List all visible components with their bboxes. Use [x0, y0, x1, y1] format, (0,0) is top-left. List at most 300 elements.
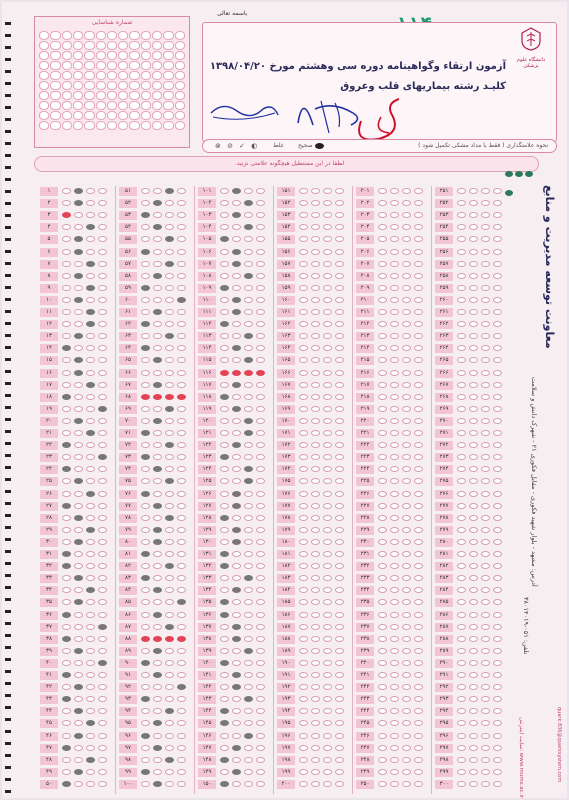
answer-bubble[interactable]: [232, 733, 241, 739]
answer-bubble[interactable]: [323, 551, 332, 557]
answer-bubble[interactable]: [323, 612, 332, 618]
answer-bubble[interactable]: [335, 297, 344, 303]
answer-bubble[interactable]: [402, 672, 411, 678]
answer-bubble[interactable]: [177, 188, 186, 194]
answer-bubble[interactable]: [378, 551, 387, 557]
answer-bubble[interactable]: [299, 599, 308, 605]
answer-bubble[interactable]: [378, 200, 387, 206]
answer-bubble[interactable]: [414, 648, 423, 654]
answer-bubble[interactable]: [74, 503, 83, 509]
answer-bubble[interactable]: [335, 769, 344, 775]
answer-bubble[interactable]: [311, 587, 320, 593]
id-bubble[interactable]: [96, 111, 106, 120]
answer-bubble[interactable]: [98, 539, 107, 545]
id-bubble[interactable]: [62, 51, 72, 60]
answer-bubble[interactable]: [256, 491, 265, 497]
id-bubble[interactable]: [141, 101, 151, 110]
answer-bubble[interactable]: [469, 200, 478, 206]
answer-bubble[interactable]: [323, 466, 332, 472]
answer-bubble[interactable]: [469, 357, 478, 363]
answer-bubble[interactable]: [493, 672, 502, 678]
answer-bubble[interactable]: [414, 720, 423, 726]
answer-bubble[interactable]: [390, 188, 399, 194]
answer-bubble[interactable]: [165, 563, 174, 569]
answer-bubble[interactable]: [220, 454, 229, 460]
answer-bubble[interactable]: [378, 212, 387, 218]
answer-bubble[interactable]: [165, 575, 174, 581]
answer-bubble[interactable]: [74, 515, 83, 521]
answer-bubble[interactable]: [232, 563, 241, 569]
id-bubble[interactable]: [50, 81, 60, 90]
answer-bubble[interactable]: [244, 587, 253, 593]
answer-bubble[interactable]: [244, 624, 253, 630]
answer-bubble[interactable]: [481, 733, 490, 739]
answer-bubble[interactable]: [402, 466, 411, 472]
answer-bubble[interactable]: [153, 575, 162, 581]
answer-bubble[interactable]: [481, 345, 490, 351]
answer-bubble[interactable]: [414, 188, 423, 194]
id-bubble[interactable]: [96, 41, 106, 50]
answer-bubble[interactable]: [165, 309, 174, 315]
answer-bubble[interactable]: [153, 503, 162, 509]
answer-bubble[interactable]: [256, 333, 265, 339]
answer-bubble[interactable]: [299, 503, 308, 509]
answer-bubble[interactable]: [177, 382, 186, 388]
answer-bubble[interactable]: [335, 539, 344, 545]
answer-bubble[interactable]: [98, 503, 107, 509]
id-bubble[interactable]: [107, 31, 117, 40]
answer-bubble[interactable]: [165, 406, 174, 412]
id-bubble[interactable]: [107, 81, 117, 90]
answer-bubble[interactable]: [220, 297, 229, 303]
answer-bubble[interactable]: [256, 539, 265, 545]
answer-bubble[interactable]: [414, 733, 423, 739]
answer-bubble[interactable]: [481, 587, 490, 593]
answer-bubble[interactable]: [402, 236, 411, 242]
answer-bubble[interactable]: [414, 212, 423, 218]
answer-bubble[interactable]: [493, 720, 502, 726]
answer-bubble[interactable]: [469, 212, 478, 218]
answer-bubble[interactable]: [481, 575, 490, 581]
answer-bubble[interactable]: [86, 551, 95, 557]
answer-bubble[interactable]: [86, 781, 95, 787]
id-bubble[interactable]: [152, 71, 162, 80]
answer-bubble[interactable]: [481, 503, 490, 509]
answer-bubble[interactable]: [74, 636, 83, 642]
answer-bubble[interactable]: [469, 503, 478, 509]
answer-bubble[interactable]: [299, 515, 308, 521]
answer-bubble[interactable]: [335, 672, 344, 678]
id-bubble[interactable]: [163, 61, 173, 70]
answer-bubble[interactable]: [98, 563, 107, 569]
answer-bubble[interactable]: [299, 249, 308, 255]
answer-bubble[interactable]: [153, 273, 162, 279]
answer-bubble[interactable]: [165, 430, 174, 436]
answer-bubble[interactable]: [311, 515, 320, 521]
answer-bubble[interactable]: [323, 660, 332, 666]
answer-bubble[interactable]: [390, 503, 399, 509]
answer-bubble[interactable]: [335, 720, 344, 726]
answer-bubble[interactable]: [141, 624, 150, 630]
answer-bubble[interactable]: [153, 612, 162, 618]
answer-bubble[interactable]: [493, 684, 502, 690]
answer-bubble[interactable]: [414, 612, 423, 618]
answer-bubble[interactable]: [74, 370, 83, 376]
answer-bubble[interactable]: [220, 478, 229, 484]
answer-bubble[interactable]: [414, 406, 423, 412]
answer-bubble[interactable]: [256, 575, 265, 581]
answer-bubble[interactable]: [323, 745, 332, 751]
answer-bubble[interactable]: [256, 648, 265, 654]
answer-bubble[interactable]: [141, 491, 150, 497]
answer-bubble[interactable]: [311, 708, 320, 714]
answer-bubble[interactable]: [469, 672, 478, 678]
answer-bubble[interactable]: [493, 551, 502, 557]
answer-bubble[interactable]: [390, 563, 399, 569]
answer-bubble[interactable]: [141, 236, 150, 242]
answer-bubble[interactable]: [390, 394, 399, 400]
answer-bubble[interactable]: [493, 273, 502, 279]
answer-bubble[interactable]: [232, 696, 241, 702]
answer-bubble[interactable]: [177, 224, 186, 230]
answer-bubble[interactable]: [165, 708, 174, 714]
answer-bubble[interactable]: [402, 708, 411, 714]
answer-bubble[interactable]: [414, 309, 423, 315]
answer-bubble[interactable]: [481, 261, 490, 267]
answer-bubble[interactable]: [177, 503, 186, 509]
answer-bubble[interactable]: [232, 781, 241, 787]
answer-bubble[interactable]: [299, 273, 308, 279]
answer-bubble[interactable]: [457, 382, 466, 388]
answer-bubble[interactable]: [256, 249, 265, 255]
answer-bubble[interactable]: [244, 503, 253, 509]
answer-bubble[interactable]: [402, 539, 411, 545]
answer-bubble[interactable]: [256, 454, 265, 460]
answer-bubble[interactable]: [165, 733, 174, 739]
id-bubble[interactable]: [129, 71, 139, 80]
answer-bubble[interactable]: [493, 599, 502, 605]
answer-bubble[interactable]: [390, 466, 399, 472]
answer-bubble[interactable]: [256, 551, 265, 557]
id-bubble[interactable]: [107, 71, 117, 80]
answer-bubble[interactable]: [335, 200, 344, 206]
answer-bubble[interactable]: [153, 491, 162, 497]
answer-bubble[interactable]: [493, 309, 502, 315]
answer-bubble[interactable]: [232, 406, 241, 412]
answer-bubble[interactable]: [232, 551, 241, 557]
answer-bubble[interactable]: [153, 587, 162, 593]
answer-bubble[interactable]: [493, 648, 502, 654]
answer-bubble[interactable]: [378, 454, 387, 460]
answer-bubble[interactable]: [323, 599, 332, 605]
answer-bubble[interactable]: [390, 696, 399, 702]
id-bubble[interactable]: [107, 61, 117, 70]
answer-bubble[interactable]: [299, 563, 308, 569]
answer-bubble[interactable]: [177, 261, 186, 267]
answer-bubble[interactable]: [220, 309, 229, 315]
answer-bubble[interactable]: [220, 551, 229, 557]
answer-bubble[interactable]: [165, 515, 174, 521]
answer-bubble[interactable]: [390, 224, 399, 230]
answer-bubble[interactable]: [220, 442, 229, 448]
answer-bubble[interactable]: [457, 587, 466, 593]
answer-bubble[interactable]: [493, 406, 502, 412]
answer-bubble[interactable]: [311, 430, 320, 436]
answer-bubble[interactable]: [457, 672, 466, 678]
answer-bubble[interactable]: [86, 224, 95, 230]
answer-bubble[interactable]: [457, 188, 466, 194]
id-bubble[interactable]: [141, 71, 151, 80]
id-bubble[interactable]: [129, 61, 139, 70]
answer-bubble[interactable]: [74, 696, 83, 702]
answer-bubble[interactable]: [244, 757, 253, 763]
id-bubble[interactable]: [129, 31, 139, 40]
answer-bubble[interactable]: [414, 575, 423, 581]
answer-bubble[interactable]: [86, 660, 95, 666]
answer-bubble[interactable]: [311, 273, 320, 279]
answer-bubble[interactable]: [220, 684, 229, 690]
answer-bubble[interactable]: [98, 745, 107, 751]
answer-bubble[interactable]: [98, 236, 107, 242]
answer-bubble[interactable]: [457, 720, 466, 726]
answer-bubble[interactable]: [299, 200, 308, 206]
answer-bubble[interactable]: [98, 612, 107, 618]
answer-bubble[interactable]: [299, 224, 308, 230]
answer-bubble[interactable]: [402, 587, 411, 593]
answer-bubble[interactable]: [378, 418, 387, 424]
answer-bubble[interactable]: [414, 599, 423, 605]
answer-bubble[interactable]: [165, 636, 174, 642]
answer-bubble[interactable]: [74, 563, 83, 569]
id-bubble[interactable]: [39, 51, 49, 60]
answer-bubble[interactable]: [414, 527, 423, 533]
id-bubble[interactable]: [129, 101, 139, 110]
answer-bubble[interactable]: [256, 357, 265, 363]
answer-bubble[interactable]: [378, 769, 387, 775]
answer-bubble[interactable]: [457, 394, 466, 400]
answer-bubble[interactable]: [481, 200, 490, 206]
answer-bubble[interactable]: [141, 708, 150, 714]
answer-bubble[interactable]: [299, 527, 308, 533]
answer-bubble[interactable]: [469, 478, 478, 484]
answer-bubble[interactable]: [98, 297, 107, 303]
answer-bubble[interactable]: [256, 781, 265, 787]
answer-bubble[interactable]: [220, 418, 229, 424]
answer-bubble[interactable]: [402, 612, 411, 618]
answer-bubble[interactable]: [414, 624, 423, 630]
answer-bubble[interactable]: [469, 708, 478, 714]
id-bubble[interactable]: [84, 81, 94, 90]
answer-bubble[interactable]: [390, 781, 399, 787]
answer-bubble[interactable]: [299, 357, 308, 363]
answer-bubble[interactable]: [86, 491, 95, 497]
answer-bubble[interactable]: [220, 599, 229, 605]
answer-bubble[interactable]: [493, 624, 502, 630]
answer-bubble[interactable]: [177, 273, 186, 279]
answer-bubble[interactable]: [493, 708, 502, 714]
answer-bubble[interactable]: [177, 563, 186, 569]
answer-bubble[interactable]: [481, 212, 490, 218]
answer-bubble[interactable]: [481, 406, 490, 412]
answer-bubble[interactable]: [493, 430, 502, 436]
id-bubble[interactable]: [175, 71, 185, 80]
id-bubble[interactable]: [39, 31, 49, 40]
answer-bubble[interactable]: [311, 781, 320, 787]
answer-bubble[interactable]: [86, 236, 95, 242]
answer-bubble[interactable]: [232, 394, 241, 400]
answer-bubble[interactable]: [390, 370, 399, 376]
answer-bubble[interactable]: [402, 648, 411, 654]
answer-bubble[interactable]: [299, 696, 308, 702]
answer-bubble[interactable]: [299, 188, 308, 194]
answer-bubble[interactable]: [390, 648, 399, 654]
answer-bubble[interactable]: [244, 551, 253, 557]
answer-bubble[interactable]: [165, 587, 174, 593]
answer-bubble[interactable]: [177, 720, 186, 726]
answer-bubble[interactable]: [469, 636, 478, 642]
answer-bubble[interactable]: [86, 636, 95, 642]
answer-bubble[interactable]: [323, 672, 332, 678]
answer-bubble[interactable]: [153, 345, 162, 351]
answer-bubble[interactable]: [311, 599, 320, 605]
id-bubble[interactable]: [73, 31, 83, 40]
answer-bubble[interactable]: [62, 733, 71, 739]
id-bubble[interactable]: [84, 71, 94, 80]
answer-bubble[interactable]: [378, 612, 387, 618]
answer-bubble[interactable]: [244, 527, 253, 533]
answer-bubble[interactable]: [62, 757, 71, 763]
answer-bubble[interactable]: [141, 515, 150, 521]
answer-bubble[interactable]: [165, 503, 174, 509]
answer-bubble[interactable]: [457, 285, 466, 291]
answer-bubble[interactable]: [177, 539, 186, 545]
answer-bubble[interactable]: [256, 442, 265, 448]
answer-bubble[interactable]: [220, 733, 229, 739]
answer-bubble[interactable]: [378, 309, 387, 315]
answer-bubble[interactable]: [86, 769, 95, 775]
answer-bubble[interactable]: [469, 382, 478, 388]
answer-bubble[interactable]: [402, 599, 411, 605]
answer-bubble[interactable]: [232, 212, 241, 218]
answer-bubble[interactable]: [414, 587, 423, 593]
answer-bubble[interactable]: [311, 345, 320, 351]
answer-bubble[interactable]: [457, 745, 466, 751]
answer-bubble[interactable]: [469, 333, 478, 339]
answer-bubble[interactable]: [177, 599, 186, 605]
id-bubble[interactable]: [141, 51, 151, 60]
answer-bubble[interactable]: [493, 333, 502, 339]
id-bubble[interactable]: [163, 111, 173, 120]
answer-bubble[interactable]: [62, 503, 71, 509]
answer-bubble[interactable]: [153, 648, 162, 654]
answer-bubble[interactable]: [141, 442, 150, 448]
answer-bubble[interactable]: [457, 636, 466, 642]
answer-bubble[interactable]: [153, 757, 162, 763]
answer-bubble[interactable]: [220, 612, 229, 618]
answer-bubble[interactable]: [335, 188, 344, 194]
answer-bubble[interactable]: [86, 587, 95, 593]
answer-bubble[interactable]: [414, 430, 423, 436]
answer-bubble[interactable]: [98, 672, 107, 678]
answer-bubble[interactable]: [335, 418, 344, 424]
id-bubble[interactable]: [118, 51, 128, 60]
answer-bubble[interactable]: [311, 733, 320, 739]
answer-bubble[interactable]: [469, 370, 478, 376]
answer-bubble[interactable]: [74, 430, 83, 436]
answer-bubble[interactable]: [323, 478, 332, 484]
answer-bubble[interactable]: [177, 624, 186, 630]
answer-bubble[interactable]: [74, 599, 83, 605]
answer-bubble[interactable]: [457, 551, 466, 557]
answer-bubble[interactable]: [74, 660, 83, 666]
answer-bubble[interactable]: [153, 261, 162, 267]
answer-bubble[interactable]: [335, 321, 344, 327]
answer-bubble[interactable]: [232, 757, 241, 763]
answer-bubble[interactable]: [481, 382, 490, 388]
answer-bubble[interactable]: [153, 515, 162, 521]
answer-bubble[interactable]: [323, 769, 332, 775]
answer-bubble[interactable]: [335, 430, 344, 436]
answer-bubble[interactable]: [457, 370, 466, 376]
answer-bubble[interactable]: [378, 406, 387, 412]
answer-bubble[interactable]: [232, 309, 241, 315]
answer-bubble[interactable]: [165, 285, 174, 291]
answer-bubble[interactable]: [493, 394, 502, 400]
answer-bubble[interactable]: [98, 648, 107, 654]
answer-bubble[interactable]: [220, 527, 229, 533]
answer-bubble[interactable]: [299, 708, 308, 714]
answer-bubble[interactable]: [153, 200, 162, 206]
answer-bubble[interactable]: [469, 551, 478, 557]
answer-bubble[interactable]: [86, 357, 95, 363]
answer-bubble[interactable]: [481, 624, 490, 630]
answer-bubble[interactable]: [390, 321, 399, 327]
answer-bubble[interactable]: [220, 200, 229, 206]
answer-bubble[interactable]: [335, 648, 344, 654]
id-bubble[interactable]: [62, 91, 72, 100]
answer-bubble[interactable]: [469, 660, 478, 666]
answer-bubble[interactable]: [457, 261, 466, 267]
answer-bubble[interactable]: [177, 406, 186, 412]
answer-bubble[interactable]: [62, 636, 71, 642]
answer-bubble[interactable]: [311, 612, 320, 618]
answer-bubble[interactable]: [177, 660, 186, 666]
answer-bubble[interactable]: [62, 466, 71, 472]
answer-bubble[interactable]: [481, 757, 490, 763]
answer-bubble[interactable]: [378, 708, 387, 714]
answer-bubble[interactable]: [165, 394, 174, 400]
answer-bubble[interactable]: [390, 624, 399, 630]
answer-bubble[interactable]: [299, 212, 308, 218]
answer-bubble[interactable]: [165, 249, 174, 255]
answer-bubble[interactable]: [335, 454, 344, 460]
answer-bubble[interactable]: [390, 587, 399, 593]
answer-bubble[interactable]: [74, 357, 83, 363]
answer-bubble[interactable]: [256, 745, 265, 751]
answer-bubble[interactable]: [232, 370, 241, 376]
answer-bubble[interactable]: [323, 394, 332, 400]
answer-bubble[interactable]: [311, 684, 320, 690]
answer-bubble[interactable]: [335, 345, 344, 351]
answer-bubble[interactable]: [335, 612, 344, 618]
answer-bubble[interactable]: [414, 708, 423, 714]
answer-bubble[interactable]: [311, 394, 320, 400]
answer-bubble[interactable]: [378, 757, 387, 763]
answer-bubble[interactable]: [153, 442, 162, 448]
id-bubble[interactable]: [152, 111, 162, 120]
answer-bubble[interactable]: [469, 745, 478, 751]
answer-bubble[interactable]: [153, 236, 162, 242]
